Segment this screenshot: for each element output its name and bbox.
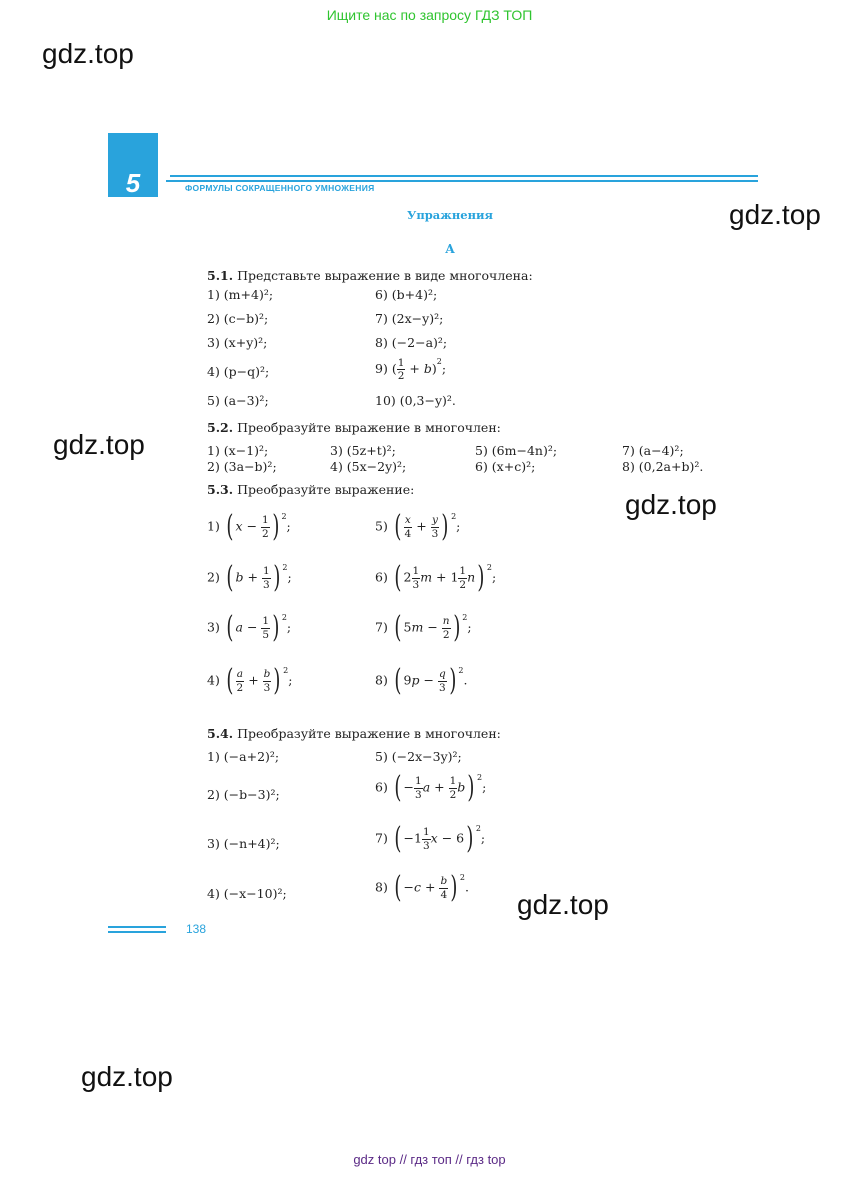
list-item: 4) (−x−10)²; bbox=[207, 886, 287, 901]
list-item: 8) (−2−a)²; bbox=[375, 335, 448, 350]
list-item: 4) ( $\frac{a}{2}$ + $\frac{b}{3}$ ) $^2$; bbox=[207, 663, 293, 698]
watermark: gdz.top bbox=[625, 489, 717, 520]
list-item: 2) (−b−3)²; bbox=[207, 787, 280, 802]
watermark: gdz.top bbox=[517, 889, 609, 920]
list-item: 3) ( a − $\frac{1}{5}$ ) $^2$; bbox=[207, 610, 292, 645]
exercise-5-3-heading: 5.3. Преобразуйте выражение: bbox=[207, 482, 415, 497]
level-label: А bbox=[445, 242, 455, 256]
list-item: 2) ( b + $\frac{1}{3}$ ) $^2$; bbox=[207, 560, 292, 595]
exercise-5-2-heading: 5.2. Преобразуйте выражение в многочлен: bbox=[207, 420, 501, 435]
footer-rule bbox=[108, 931, 166, 933]
list-item: 4) (p−q)²; bbox=[207, 364, 270, 379]
top-banner[interactable]: Ищите нас по запросу ГДЗ ТОП bbox=[326, 7, 533, 23]
list-item: 2) (c−b)²; bbox=[207, 311, 269, 326]
chapter-title: ФОРМУЛЫ СОКРАЩЕННОГО УМНОЖЕНИЯ bbox=[185, 183, 375, 193]
list-item: 7) ( 5m − $\frac{n}{2}$ ) $^2$; bbox=[375, 610, 472, 645]
list-item: 3) (5z+t)²; bbox=[330, 443, 396, 458]
list-item: 8) (0,2a+b)². bbox=[622, 459, 704, 474]
list-item: 1) ( x − $\frac{1}{2}$ ) $^2$; bbox=[207, 509, 291, 544]
watermark: gdz.top bbox=[42, 38, 134, 69]
list-item: 8) ( 9p − $\frac{q}{3}$ ) $^2$. bbox=[375, 663, 468, 698]
watermark: gdz.top bbox=[729, 199, 821, 230]
list-item: 6) (b+4)²; bbox=[375, 287, 438, 302]
bottom-banner[interactable]: gdz top // гдз топ // гдз top bbox=[353, 1152, 506, 1167]
list-item: 3) (−n+4)²; bbox=[207, 836, 280, 851]
list-item: 1) (x−1)²; bbox=[207, 443, 269, 458]
list-item: 6) (x+c)²; bbox=[475, 459, 536, 474]
page-number: 138 bbox=[186, 922, 207, 936]
list-item: 3) (x+y)²; bbox=[207, 335, 268, 350]
list-item: 5) (a−3)²; bbox=[207, 393, 269, 408]
watermark: gdz.top bbox=[81, 1061, 173, 1092]
list-item: 7) ( −1 $\frac{1}{3}$ x − 6) $^2$; bbox=[375, 821, 486, 856]
list-item: 6) ( 2 $\frac{1}{3}$ m + 1 $\frac{1}{2}$ n) $^2$; bbox=[375, 560, 497, 595]
list-item: 6) ( − $\frac{1}{3}$ a + $\frac{1}{2}$ b) $^2$; bbox=[375, 770, 487, 805]
chapter-number: 5 bbox=[125, 168, 141, 198]
list-item: 2) (3a−b)²; bbox=[207, 459, 277, 474]
list-item: 1) (m+4)²; bbox=[207, 287, 274, 302]
header-rule bbox=[166, 180, 758, 182]
list-item: 10) (0,3−y)². bbox=[375, 393, 456, 408]
list-item: 1) (−a+2)²; bbox=[207, 749, 280, 764]
header-rule bbox=[170, 175, 758, 177]
list-item: 5) (6m−4n)²; bbox=[475, 443, 558, 458]
list-item: 5) ( $\frac{x}{4}$ + $\frac{y}{3}$ ) $^2$; bbox=[375, 509, 461, 544]
list-item: 7) (a−4)²; bbox=[622, 443, 684, 458]
list-item: 5) (−2x−3y)²; bbox=[375, 749, 462, 764]
section-title: Упражнения bbox=[406, 208, 494, 222]
list-item: 4) (5x−2y)²; bbox=[330, 459, 407, 474]
exercise-5-4-heading: 5.4. Преобразуйте выражение в многочлен: bbox=[207, 726, 501, 741]
list-item: 9) ( $\frac{1}{2}$ + b)$^2$; bbox=[375, 357, 447, 383]
footer-rule bbox=[108, 926, 166, 928]
watermark: gdz.top bbox=[53, 429, 145, 460]
exercise-5-1-heading: 5.1. Представьте выражение в виде многочлена: bbox=[207, 268, 533, 283]
list-item: 7) (2x−y)²; bbox=[375, 311, 444, 326]
list-item: 8) ( −c + $\frac{b}{4}$ ) $^2$. bbox=[375, 870, 469, 905]
